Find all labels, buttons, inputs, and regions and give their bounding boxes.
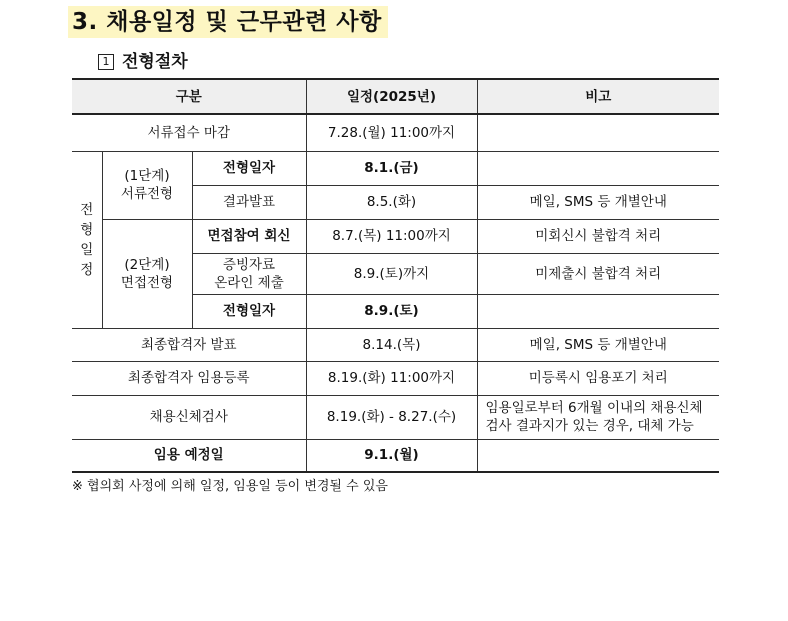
row-label: 최종합격자 임용등록 (72, 361, 306, 395)
section-title: 3. 채용일정 및 근무관련 사항 (68, 6, 388, 38)
row-note (477, 439, 719, 472)
row-item-line2: 온라인 제출 (214, 274, 284, 291)
group-label-text: 전형일정 (80, 201, 94, 278)
header-schedule: 일정(2025년) (306, 79, 477, 114)
row-date: 8.7.(목) 11:00까지 (306, 219, 477, 253)
row-item: 면접참여 회신 (192, 219, 306, 253)
row-date: 8.5.(화) (306, 185, 477, 219)
table-row (72, 114, 719, 151)
row-date: 8.14.(목) (306, 328, 477, 361)
stage1-label-line2: 서류전형 (120, 186, 174, 202)
stage1-label-line1: (1단계) (124, 168, 170, 184)
row-note: 미회신시 불합격 처리 (477, 219, 719, 253)
row-label: 채용신체검사 (72, 395, 306, 439)
row-note: 메일, SMS 등 개별안내 (477, 328, 719, 361)
stage2-label-line1: (2단계) (124, 256, 170, 273)
table-row (72, 395, 719, 439)
row-date: 9.1.(월) (306, 439, 477, 472)
stage2-label (102, 219, 192, 328)
row-label: 임용 예정일 (72, 439, 306, 472)
table-row (72, 328, 719, 361)
row-item (192, 253, 306, 294)
row-date: 8.19.(화) - 8.27.(수) (306, 395, 477, 439)
table-row (72, 439, 719, 472)
table-row (72, 361, 719, 395)
footnote: ※ 협의회 사정에 의해 일정, 임용일 등이 변경될 수 있음 (72, 479, 388, 494)
row-note: 미제출시 불합격 처리 (477, 253, 719, 294)
subsection-number-box: 1 (98, 54, 114, 70)
row-note-line1: 임용일로부터 6개월 이내의 채용신체 (485, 400, 703, 416)
row-note (477, 294, 719, 328)
row-date: 8.9.(토)까지 (306, 253, 477, 294)
row-note: 메일, SMS 등 개별안내 (477, 185, 719, 219)
table-row (72, 151, 719, 185)
subsection-title (98, 50, 188, 74)
row-item-line1: 증빙자료 (222, 256, 276, 273)
header-note: 비고 (477, 79, 719, 114)
table-row (72, 219, 719, 253)
row-item: 전형일자 (192, 151, 306, 185)
row-note (477, 114, 719, 151)
row-date: 8.9.(토) (306, 294, 477, 328)
row-note (477, 151, 719, 185)
row-item: 전형일자 (192, 294, 306, 328)
schedule-table (72, 78, 719, 473)
row-note: 미등록시 임용포기 처리 (477, 361, 719, 395)
table-header-row (72, 79, 719, 114)
stage2-label-line2: 면접전형 (120, 274, 174, 291)
row-note (477, 395, 719, 439)
row-note-line2: 검사 결과지가 있는 경우, 대체 가능 (485, 418, 694, 434)
header-category: 구분 (72, 79, 306, 114)
subsection-title-text: 전형절차 (122, 52, 188, 72)
row-date: 8.19.(화) 11:00까지 (306, 361, 477, 395)
group-label-process-schedule (72, 151, 102, 328)
row-label: 서류접수 마감 (72, 114, 306, 151)
stage1-label (102, 151, 192, 219)
row-label: 최종합격자 발표 (72, 328, 306, 361)
row-item: 결과발표 (192, 185, 306, 219)
row-date: 7.28.(월) 11:00까지 (306, 114, 477, 151)
row-date: 8.1.(금) (306, 151, 477, 185)
